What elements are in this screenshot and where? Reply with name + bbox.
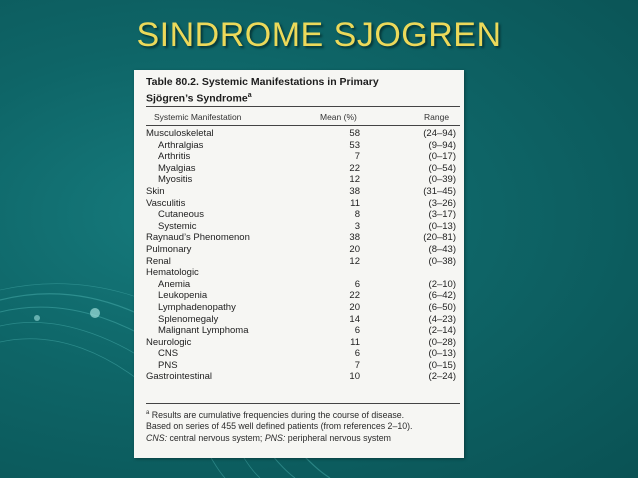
table-row [146, 348, 460, 360]
footnote-line1: Results are cumulative frequencies during the course of disease. [149, 409, 405, 420]
row-name: PNS [158, 359, 178, 371]
row-range: (2–14) [428, 325, 456, 337]
row-mean: 8 [354, 209, 360, 221]
column-header-manifestation: Systemic Manifestation [154, 112, 242, 122]
header-bottom-rule [146, 125, 460, 126]
footnote-pns-abbr: PNS: [264, 432, 286, 443]
table-row [146, 256, 460, 268]
row-mean: 6 [354, 348, 360, 360]
row-name: Anemia [158, 278, 191, 290]
table-row [146, 232, 460, 244]
table-row [146, 325, 460, 337]
row-mean: 11 [350, 336, 360, 348]
table-row [146, 290, 460, 302]
row-range: (6–42) [428, 290, 456, 302]
table-title-line1: Systemic Manifestations in Primary [201, 76, 379, 88]
table-row [146, 186, 460, 198]
row-name: Hematologic [146, 267, 199, 279]
row-range: (0–13) [428, 220, 456, 232]
row-name: Lymphadenopathy [158, 301, 236, 313]
row-mean: 20 [349, 243, 360, 255]
table-label: Table 80.2. [146, 76, 199, 88]
table-row [146, 314, 460, 326]
row-range: (0–38) [428, 255, 456, 267]
row-mean: 22 [349, 290, 360, 302]
row-range: (9–94) [428, 139, 456, 151]
table-row [146, 140, 460, 152]
column-header-mean: Mean (%) [320, 112, 357, 122]
table-row [146, 221, 460, 233]
row-mean: 14 [349, 313, 360, 325]
row-name: Systemic [158, 220, 197, 232]
row-mean: 7 [354, 151, 360, 163]
table-bottom-rule [146, 403, 460, 404]
row-mean: 38 [349, 232, 360, 244]
column-header-range: Range [424, 112, 450, 122]
row-range: (8–43) [428, 243, 456, 255]
row-range: (0–28) [428, 336, 456, 348]
row-mean: 38 [349, 185, 360, 197]
row-name: Arthralgias [158, 139, 204, 151]
footnote-cns-text: central nervous system; [167, 432, 265, 443]
header-top-rule [146, 106, 460, 107]
table-row [146, 302, 460, 314]
row-mean: 6 [354, 278, 360, 290]
row-mean: 53 [349, 139, 360, 151]
row-mean: 3 [354, 220, 360, 232]
row-range: (0–39) [428, 174, 456, 186]
footnote-cns-abbr: CNS: [146, 432, 168, 443]
row-name: CNS [158, 348, 179, 360]
row-range: (2–24) [428, 371, 456, 383]
row-mean: 10 [349, 371, 360, 383]
row-mean: 20 [349, 301, 360, 313]
row-range: (20–81) [423, 232, 456, 244]
table-row [146, 209, 460, 221]
footnote-marker: a [146, 410, 150, 416]
table-row [146, 360, 460, 372]
table-row [146, 198, 460, 210]
row-range: (2–10) [428, 278, 456, 290]
row-range: (0–15) [428, 359, 456, 371]
row-mean: 12 [349, 255, 360, 267]
row-name: Neurologic [146, 336, 192, 348]
row-mean: 6 [354, 325, 360, 337]
row-range: (24–94) [423, 128, 456, 139]
row-name: Myalgias [158, 162, 196, 174]
row-name: Leukopenia [158, 290, 208, 302]
table-row [146, 163, 460, 175]
table-footnote [146, 408, 464, 444]
row-mean: 58 [349, 128, 360, 139]
table-row [146, 151, 460, 163]
table-row [146, 279, 460, 291]
row-name: Musculoskeletal [146, 128, 214, 139]
row-mean: 12 [349, 174, 360, 186]
table-row [146, 267, 460, 279]
table-row [146, 244, 460, 256]
row-range: (4–23) [428, 313, 456, 325]
table-row [146, 337, 460, 349]
row-mean: 11 [350, 197, 360, 209]
row-name: Splenomegaly [158, 313, 219, 325]
row-name: Pulmonary [146, 243, 192, 255]
row-name: Arthritis [158, 151, 191, 163]
row-range: (0–13) [428, 348, 456, 360]
row-range: (0–17) [428, 151, 456, 163]
table-row [146, 128, 460, 140]
row-name: Raynaud’s Phenomenon [146, 232, 250, 244]
row-mean: 22 [349, 162, 360, 174]
row-range: (0–54) [428, 162, 456, 174]
row-name: Gastrointestinal [146, 371, 213, 383]
table-body [146, 128, 460, 383]
footnote-line2: Based on series of 455 well defined patients (from references 2–10). [146, 421, 413, 432]
table-image [134, 70, 464, 458]
row-name: Renal [146, 255, 171, 267]
table-title-line2: Sjögren’s Syndrome [146, 92, 248, 105]
footnote-pns-text: peripheral nervous system [285, 432, 391, 443]
row-name: Vasculitis [146, 197, 186, 209]
table-row [146, 371, 460, 383]
row-mean: 7 [354, 359, 360, 371]
table-title [146, 76, 379, 106]
row-name: Skin [146, 185, 165, 197]
row-name: Myositis [158, 174, 193, 186]
row-range: (3–26) [428, 197, 456, 209]
row-range: (3–17) [428, 209, 456, 221]
row-name: Cutaneous [158, 209, 204, 221]
row-range: (31–45) [423, 185, 456, 197]
table-title-footnote-marker: a [247, 92, 252, 99]
table-row [146, 174, 460, 186]
row-range: (6–50) [428, 301, 456, 313]
slide-title: SINDROME SJOGREN [136, 16, 502, 54]
row-name: Malignant Lymphoma [158, 325, 249, 337]
